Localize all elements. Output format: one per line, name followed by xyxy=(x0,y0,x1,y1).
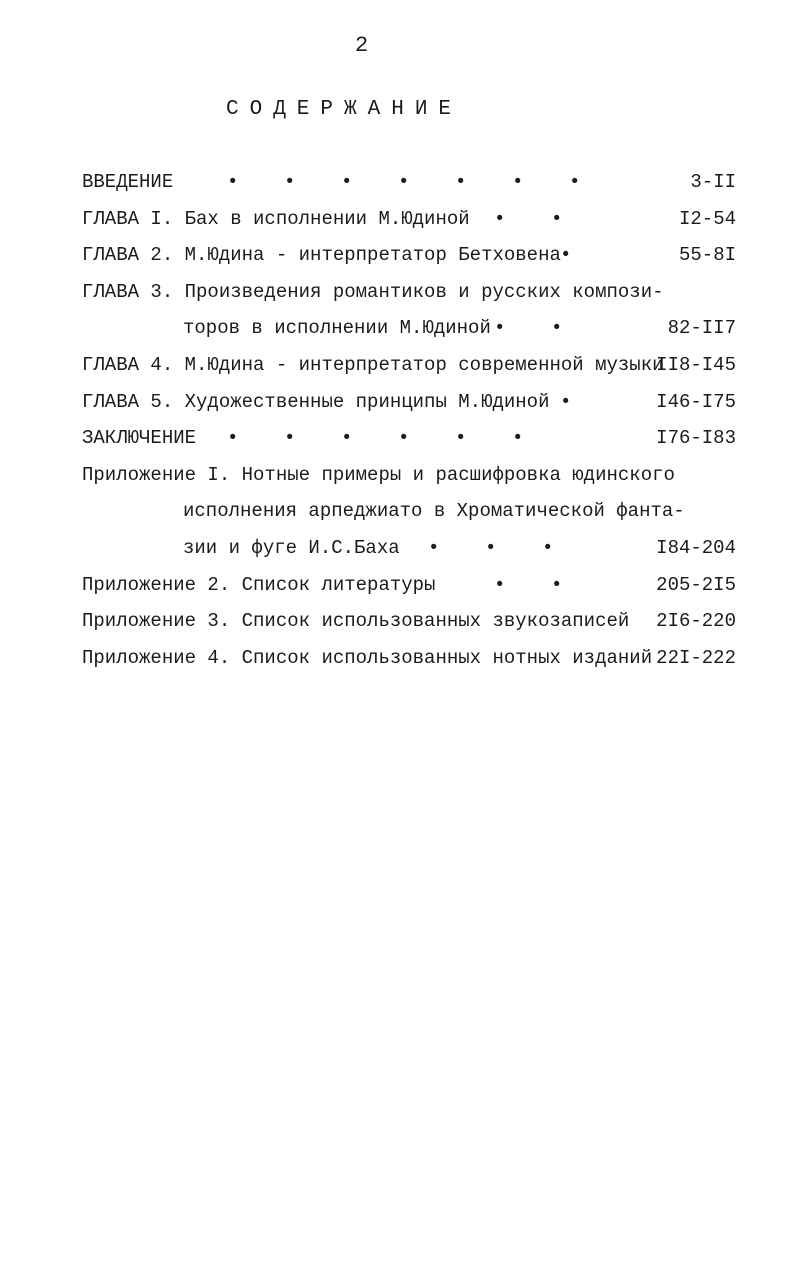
toc-entry-conclusion xyxy=(82,424,742,461)
dot-leaders: • • • • • • xyxy=(227,427,524,450)
toc-entry-appendix-1-cont xyxy=(82,497,742,534)
toc-entry-pages: I2-54 xyxy=(678,207,736,230)
toc-entry-title: исполнения арпеджиато в Хроматической фанта- xyxy=(183,500,685,523)
toc-entry-pages: 22I-222 xyxy=(656,646,736,669)
toc-entry-pages: 55-8I xyxy=(678,244,736,267)
toc-entry-title: ВВЕДЕНИЕ xyxy=(82,171,174,193)
toc-entry-chapter-2 xyxy=(82,241,742,278)
toc-entry-appendix-3 xyxy=(82,607,742,644)
toc-entry-title: ГЛАВА 2. М.Юдина - интерпретатор Бетховена xyxy=(82,244,561,267)
toc-heading: СОДЕРЖАНИЕ xyxy=(226,98,463,121)
toc-entry-pages: I46-I75 xyxy=(656,390,736,413)
toc-entry-chapter-3 xyxy=(82,278,742,315)
toc-entry-appendix-1-cont xyxy=(82,534,742,571)
toc-entry-appendix-1 xyxy=(82,461,742,498)
toc-entry-appendix-2 xyxy=(82,571,742,608)
toc-entry-pages: 205-2I5 xyxy=(656,573,736,596)
page-number: 2 xyxy=(355,33,369,58)
toc-entry-title: Приложение 4. Список использованных нотных изданий xyxy=(82,646,653,669)
dot-leaders: • • • • • • • xyxy=(227,171,581,193)
toc-entry-title: ГЛАВА I. Бах в исполнении М.Юдиной xyxy=(82,207,470,230)
toc-entry-title: зии и фуге И.С.Баха xyxy=(183,536,400,559)
toc-entry-title: Приложение I. Нотные примеры и расшифровка юдинского xyxy=(82,463,675,486)
dot-leaders: • xyxy=(560,390,572,413)
toc-entry-pages: II8-I45 xyxy=(656,353,736,376)
toc-entry-title: Приложение 3. Список использованных звукозаписей xyxy=(82,610,630,633)
dot-leaders: • • • xyxy=(428,536,554,559)
toc-entry-title: ГЛАВА 3. Произведения романтиков и русских компози- xyxy=(82,280,664,303)
toc-entry-chapter-5 xyxy=(82,388,742,425)
toc-entry-title: ГЛАВА 5. Художественные принципы М.Юдиной xyxy=(82,390,550,413)
dot-leaders: • xyxy=(560,244,572,267)
dot-leaders: • • xyxy=(494,317,563,340)
toc-entry-pages: 82-II7 xyxy=(667,317,736,340)
toc-entry-appendix-4 xyxy=(82,644,742,681)
toc-entry-title: ГЛАВА 4. М.Юдина - интерпретатор современной музыки xyxy=(82,353,664,376)
toc-entry-chapter-4 xyxy=(82,351,742,388)
toc-entry-title: торов в исполнении М.Юдиной xyxy=(183,317,491,340)
toc-entry-introduction xyxy=(82,168,742,205)
toc-entry-pages: I76-I83 xyxy=(656,427,736,450)
toc-entry-pages: 3-II xyxy=(690,171,736,193)
toc-entry-chapter-1 xyxy=(82,205,742,242)
dot-leaders: • • xyxy=(494,207,563,230)
dot-leaders: • • xyxy=(494,573,563,596)
table-of-contents xyxy=(82,168,742,680)
toc-entry-pages: I84-204 xyxy=(656,536,736,559)
toc-entry-chapter-3-cont xyxy=(82,314,742,351)
toc-entry-pages: 2I6-220 xyxy=(656,610,736,633)
toc-entry-title: Приложение 2. Список литературы xyxy=(82,573,436,596)
toc-entry-title: ЗАКЛЮЧЕНИЕ xyxy=(82,427,197,450)
